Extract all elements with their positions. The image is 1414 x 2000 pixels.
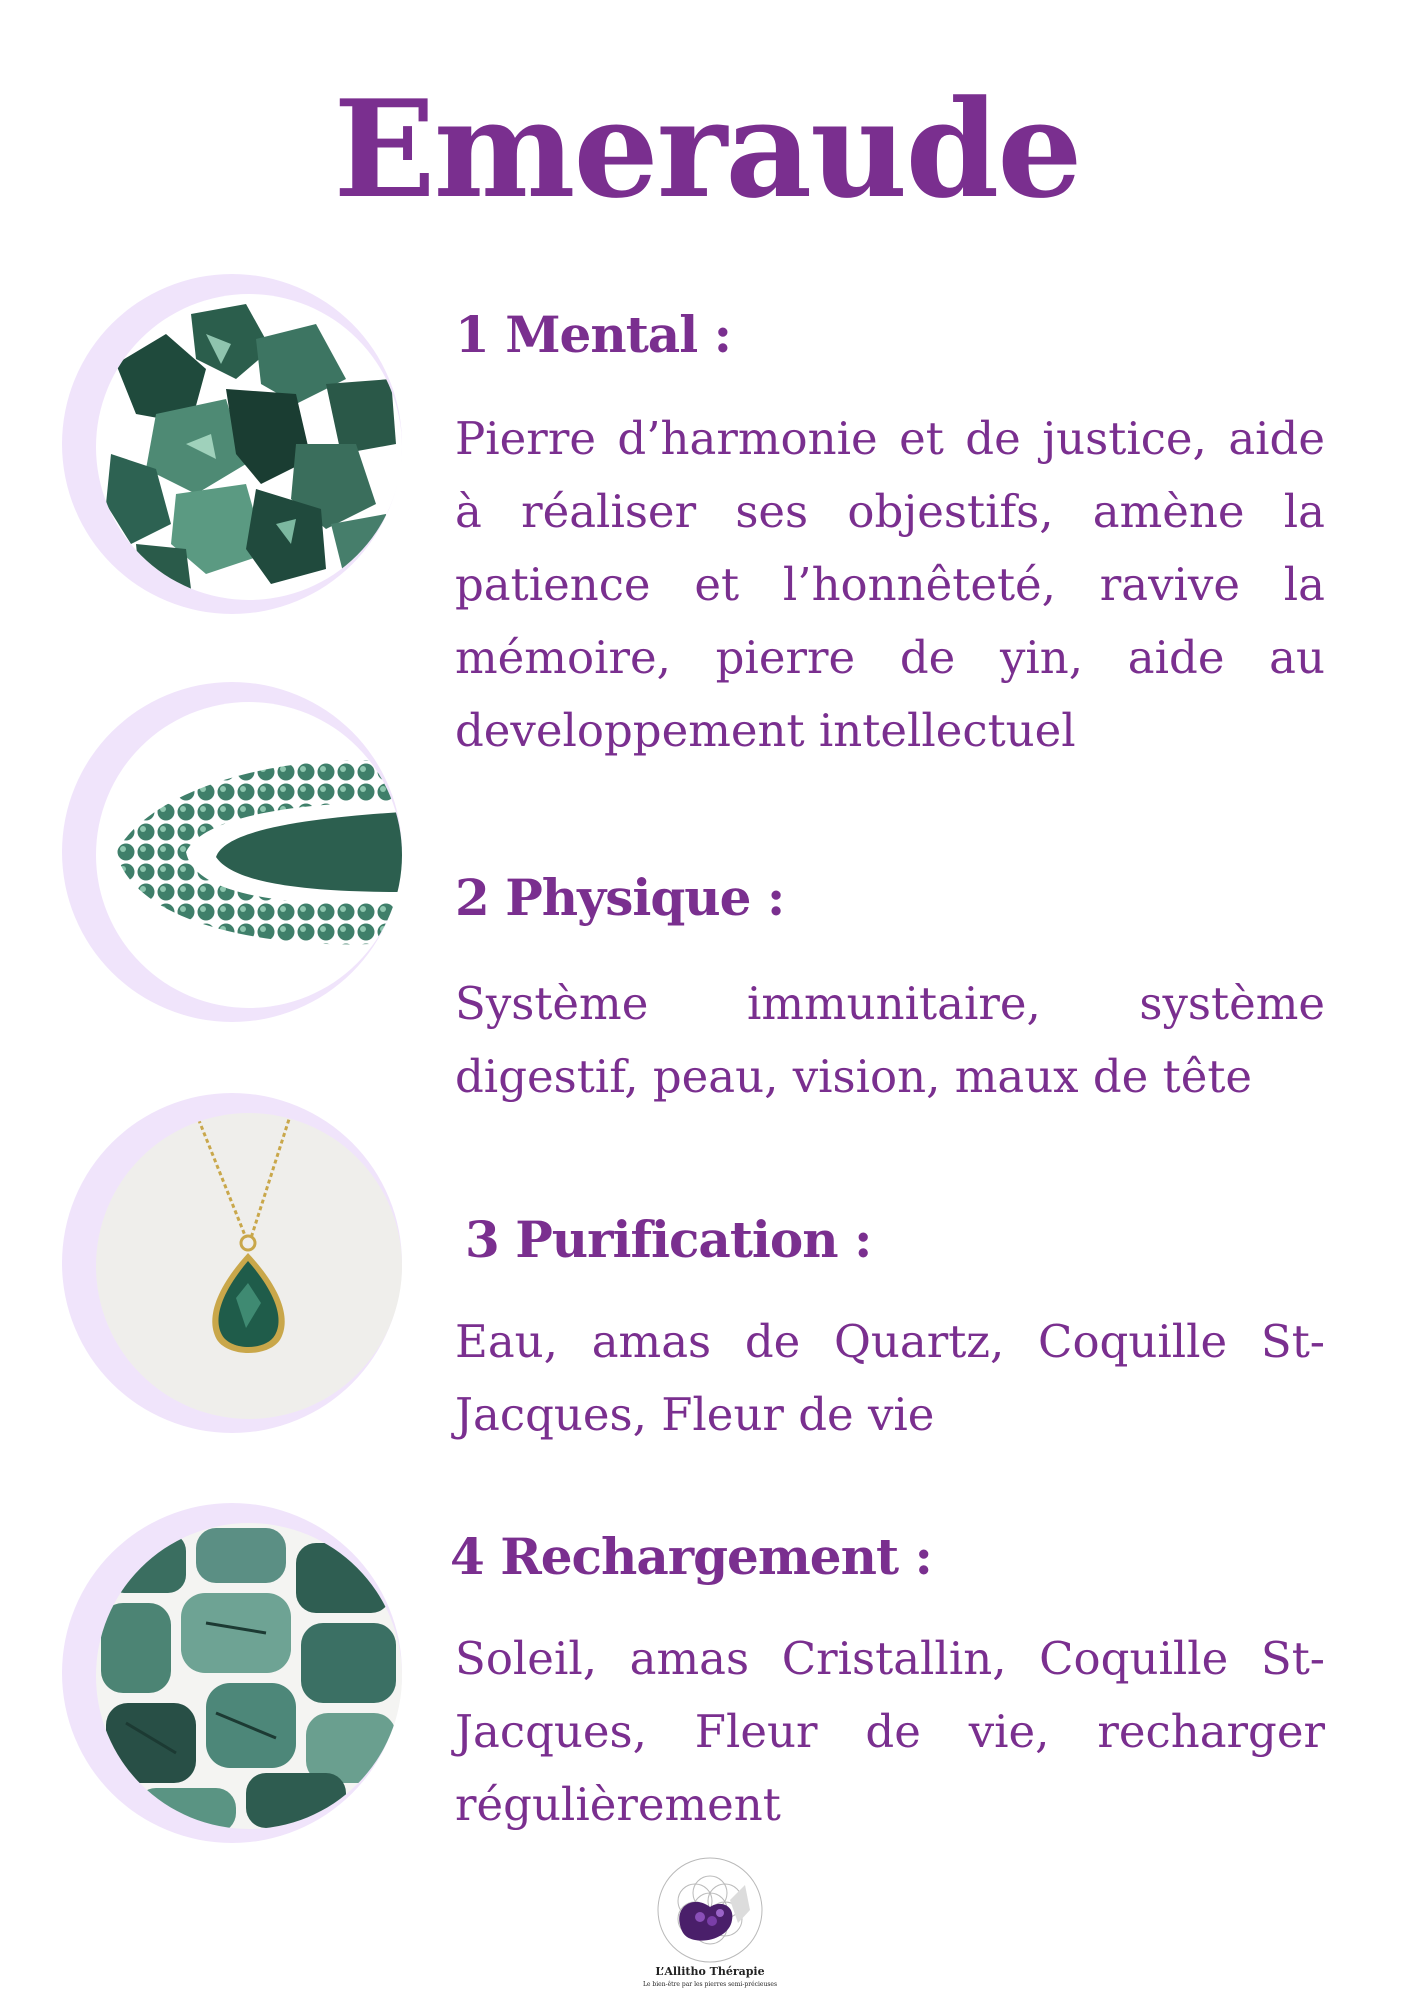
flower-of-life-amethyst-logo-icon (650, 1855, 770, 1965)
section-3-image (62, 1093, 402, 1433)
section-2-text: Système immunitaire, système digestif, peau, vision, maux de tête (455, 977, 1325, 1103)
brand-logo (642, 1855, 778, 1995)
section-3-text: Eau, amas de Quartz, Coquille St-Jacques, Fleur de vie (455, 1315, 1325, 1441)
emerald-bead-strands-icon (96, 702, 402, 1008)
section-1-text: Pierre d’harmonie et de justice, aide à réaliser ses objestifs, amène la patience et l’honnêteté, ravive la mémoire, pierre de yin, aide au developpement intellectuel (455, 412, 1325, 757)
polished-emerald-stones-icon (96, 1523, 402, 1829)
section-4-heading: 4 Rechargement : (450, 1527, 932, 1586)
emerald-pendant-icon (96, 1113, 402, 1419)
section-4-text: Soleil, amas Cristallin, Coquille St-Jacques, Fleur de vie, recharger régulièrement (455, 1632, 1325, 1831)
section-1-heading: 1 Mental : (455, 305, 732, 364)
raw-emerald-stones-icon (96, 294, 402, 600)
section-2-image (62, 682, 402, 1022)
logo-tagline: Le bien-être par les pierres semi-précieuses (642, 1981, 778, 1988)
page-title: Emeraude (333, 70, 1081, 228)
section-4-image (62, 1503, 402, 1843)
section-1-image (62, 274, 402, 614)
section-3-heading: 3 Purification : (465, 1210, 872, 1269)
section-2-heading: 2 Physique : (455, 868, 785, 927)
logo-name: L’Allitho Thérapie (655, 1965, 765, 1978)
